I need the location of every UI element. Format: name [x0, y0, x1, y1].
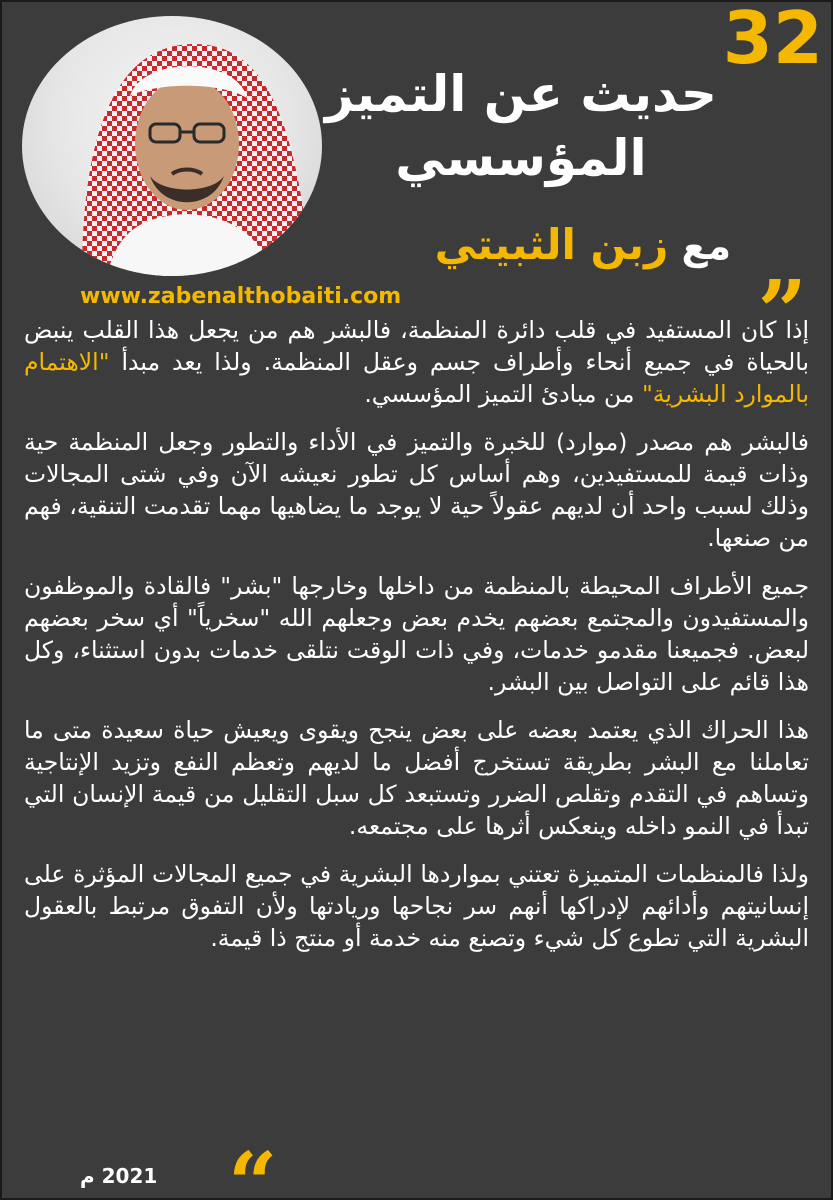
author-photo	[22, 16, 322, 276]
paragraph-3: جميع الأطراف المحيطة بالمنظمة من داخلها وخارجها "بشر" فالقادة والموظفون والمستفيدون والمجتمع بعضهم يخدم بعض وجعلهم الله "سخرياً" أي سخر بعضهم لبعض. فجميعنا مقدمو خدمات، وفي ذات الوقت نتلقى خدمات بدون استثناء، وكل هذا قائم على التواصل بين البشر.	[24, 572, 809, 696]
paragraph-4: هذا الحراك الذي يعتمد بعضه على بعض ينجح ويقوى ويعيش حياة سعيدة متى ما تعاملنا مع البشر بطريقة تستخرج أفضل ما لديهم وتعظم النفع وتزيد الإنتاجية وتساهم في التقدم وتقلص الضرر وتستبعد كل سبل التقليل من قيمة الإنسان التي تبدأ في النمو داخله وينعكس أثرها على مجتمعه.	[24, 716, 809, 840]
paragraph-5: ولذا فالمنظمات المتميزة تعتني بمواردها البشرية في جميع المجالات المؤثرة على إنسانيتهم وأدائهم لإدراكها أنهم سر نجاحها وريادتها ولأن التفوق مرتبط بالعقول البشرية التي تطوع كل شيء وتصنع منه خدمة أو منتج ذا قيمة.	[24, 860, 809, 952]
website-link[interactable]: www.zabenalthobaiti.com	[80, 284, 402, 309]
title-line-1: حديث عن التميز	[325, 65, 717, 123]
paragraph-2: فالبشر هم مصدر (موارد) للخبرة والتميز في الأداء والتطور وجعل المنظمة حية وذات قيمة للمستفيدين، وهم أساس كل تطور نعيشه الآن وفي شتى المجالات وذلك لسبب واحد أن لديهم عقولاً حية لا يوجد ما يضاهيها مهما تقدمت التنقية، فهم من صنعها.	[24, 428, 809, 552]
host-name: زبن الثبيتي	[434, 220, 669, 269]
host-prefix: مع	[681, 224, 731, 268]
close-quote-icon: “	[228, 1134, 278, 1200]
year-label: 2021 م	[80, 1164, 158, 1188]
article-title	[311, 62, 731, 190]
highlighted-principle: "الاهتمام بالموارد البشرية"	[24, 348, 809, 408]
host-line	[435, 220, 731, 270]
title-line-2: المؤسسي	[395, 129, 647, 187]
issue-number: 32	[722, 0, 823, 80]
article-body	[24, 314, 809, 970]
paragraph-1: إذا كان المستفيد في قلب دائرة المنظمة، فالبشر هم من يجعل هذا القلب ينبض بالحياة في جميع أنحاء وأطراف جسم وعقل المنظمة. ولذا يعد مبدأ "الاهتمام بالموارد البشرية" من مبادئ التميز المؤسسي.	[24, 316, 809, 408]
open-quote-icon: ”	[757, 262, 807, 363]
author-portrait-illustration	[22, 16, 322, 276]
